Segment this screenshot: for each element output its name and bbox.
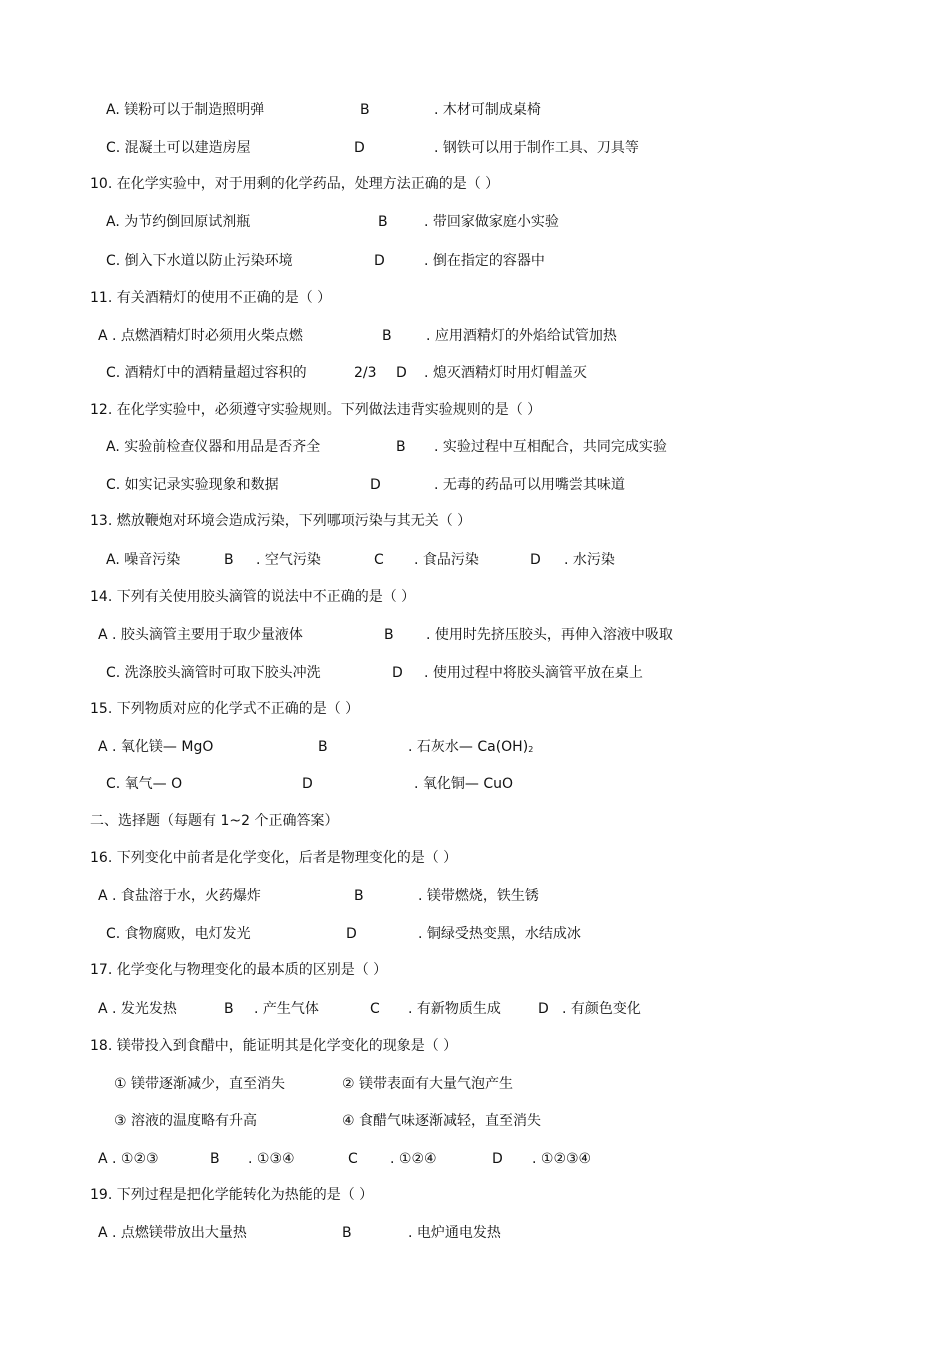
option-c-text: . 食品污染 [414,552,479,568]
option-b-letter: B [224,552,234,568]
observation-2: ② 镁带表面有大量气泡产生 [342,1076,514,1092]
option-b-text [408,738,533,759]
option-d-letter: D [530,552,541,568]
option-a: A . ①②③ [98,1151,159,1167]
option-c: C. 倒入下水道以防止污染环境 [106,253,293,269]
question-text: 17. 化学变化与物理变化的最本质的区别是（ ） [90,962,388,978]
option-a: A . 氧化镁— MgO [98,739,214,755]
section-title: 二、选择题（每题有 1~2 个正确答案） [90,813,339,829]
option-d-text: . 钢铁可以用于制作工具、刀具等 [434,140,639,156]
option-d-letter: D [538,1001,549,1017]
option-c: C. 酒精灯中的酒精量超过容积的 [106,365,307,381]
option-b-text: . 空气污染 [256,552,321,568]
option-b-letter: B [318,739,328,755]
question-text: 18. 镁带投入到食醋中，能证明其是化学变化的现象是（ ） [90,1038,458,1054]
observation-3: ③ 溶液的温度略有升高 [114,1113,258,1129]
option-a: A . 发光发热 [98,1001,177,1017]
option-c-text: . ①②④ [390,1151,437,1167]
option-a: A . 胶头滴管主要用于取少量液体 [98,627,303,643]
option-b-letter: B [396,439,406,455]
option-b-letter: B [210,1151,220,1167]
option-b-letter: B [342,1225,352,1241]
option-b-letter: B [382,328,392,344]
option-d-letter: D [392,665,403,681]
question-text: 13. 燃放鞭炮对环境会造成污染，下列哪项污染与其无关（ ） [90,513,472,529]
option-d-text: . 铜绿受热变黑，水结成冰 [418,926,581,942]
question-text: 12. 在化学实验中，必须遵守实验规则。下列做法违背实验规则的是（ ） [90,402,542,418]
option-c-fraction: 2/3 [354,365,377,381]
option-a: A. 噪音污染 [106,552,181,568]
option-b-text: . 电炉通电发热 [408,1225,501,1241]
formula-subscript: 2 [528,745,534,754]
formula-text: . 石灰水— Ca(OH) [408,739,529,755]
option-d-text: . 水污染 [564,552,615,568]
option-d-letter: D [396,365,407,381]
option-a: A . 食盐溶于水，火药爆炸 [98,888,261,904]
option-b-text: . ①③④ [248,1151,295,1167]
option-a: A. 镁粉可以于制造照明弹 [106,102,265,118]
option-d-letter: D [302,776,313,792]
observation-1: ① 镁带逐渐减少，直至消失 [114,1076,286,1092]
option-b-text: . 木材可制成桌椅 [434,102,541,118]
option-b-letter: B [224,1001,234,1017]
question-text: 16. 下列变化中前者是化学变化，后者是物理变化的是（ ） [90,850,458,866]
option-c: C. 洗涤胶头滴管时可取下胶头冲洗 [106,665,321,681]
option-c: C. 食物腐败，电灯发光 [106,926,251,942]
option-b-letter: B [378,214,388,230]
option-d-letter: D [346,926,357,942]
option-b-letter: B [384,627,394,643]
option-a: A. 实验前检查仪器和用品是否齐全 [106,439,321,455]
option-b-letter: B [354,888,364,904]
question-text: 15. 下列物质对应的化学式不正确的是（ ） [90,701,360,717]
option-d-letter: D [354,140,365,156]
option-d-text: . ①②③④ [532,1151,592,1167]
option-d-text: . 氧化铜— CuO [414,776,514,792]
option-c-letter: C [370,1001,380,1017]
option-a: A . 点燃酒精灯时必须用火柴点燃 [98,328,303,344]
option-d-letter: D [374,253,385,269]
option-d-text: . 有颜色变化 [562,1001,641,1017]
option-b-letter: B [360,102,370,118]
option-d-letter: D [370,477,381,493]
option-b-text: . 镁带燃烧，铁生锈 [418,888,539,904]
option-c-text: . 有新物质生成 [408,1001,501,1017]
option-b-text: . 带回家做家庭小实验 [424,214,559,230]
option-d-text: . 无毒的药品可以用嘴尝其味道 [434,477,625,493]
option-d-letter: D [492,1151,503,1167]
option-a: A. 为节约倒回原试剂瓶 [106,214,251,230]
option-d-text: . 倒在指定的容器中 [424,253,545,269]
question-text: 19. 下列过程是把化学能转化为热能的是（ ） [90,1187,374,1203]
option-c: C. 如实记录实验现象和数据 [106,477,279,493]
question-text: 11. 有关酒精灯的使用不正确的是（ ） [90,290,332,306]
option-c: C. 氧气— O [106,776,183,792]
option-b-text: . 使用时先挤压胶头，再伸入溶液中吸取 [426,627,673,643]
option-b-text: . 应用酒精灯的外焰给试管加热 [426,328,617,344]
option-b-text: . 产生气体 [254,1001,319,1017]
option-d-text: . 使用过程中将胶头滴管平放在桌上 [424,665,643,681]
option-b-text: . 实验过程中互相配合，共同完成实验 [434,439,667,455]
observation-4: ④ 食醋气味逐渐减轻，直至消失 [342,1113,542,1129]
option-c-letter: C [348,1151,358,1167]
option-c: C. 混凝土可以建造房屋 [106,140,251,156]
question-text: 14. 下列有关使用胶头滴管的说法中不正确的是（ ） [90,589,416,605]
question-text: 10. 在化学实验中，对于用剩的化学药品，处理方法正确的是（ ） [90,176,500,192]
option-d-text: . 熄灭酒精灯时用灯帽盖灭 [424,365,587,381]
option-c-letter: C [374,552,384,568]
option-a: A . 点燃镁带放出大量热 [98,1225,247,1241]
